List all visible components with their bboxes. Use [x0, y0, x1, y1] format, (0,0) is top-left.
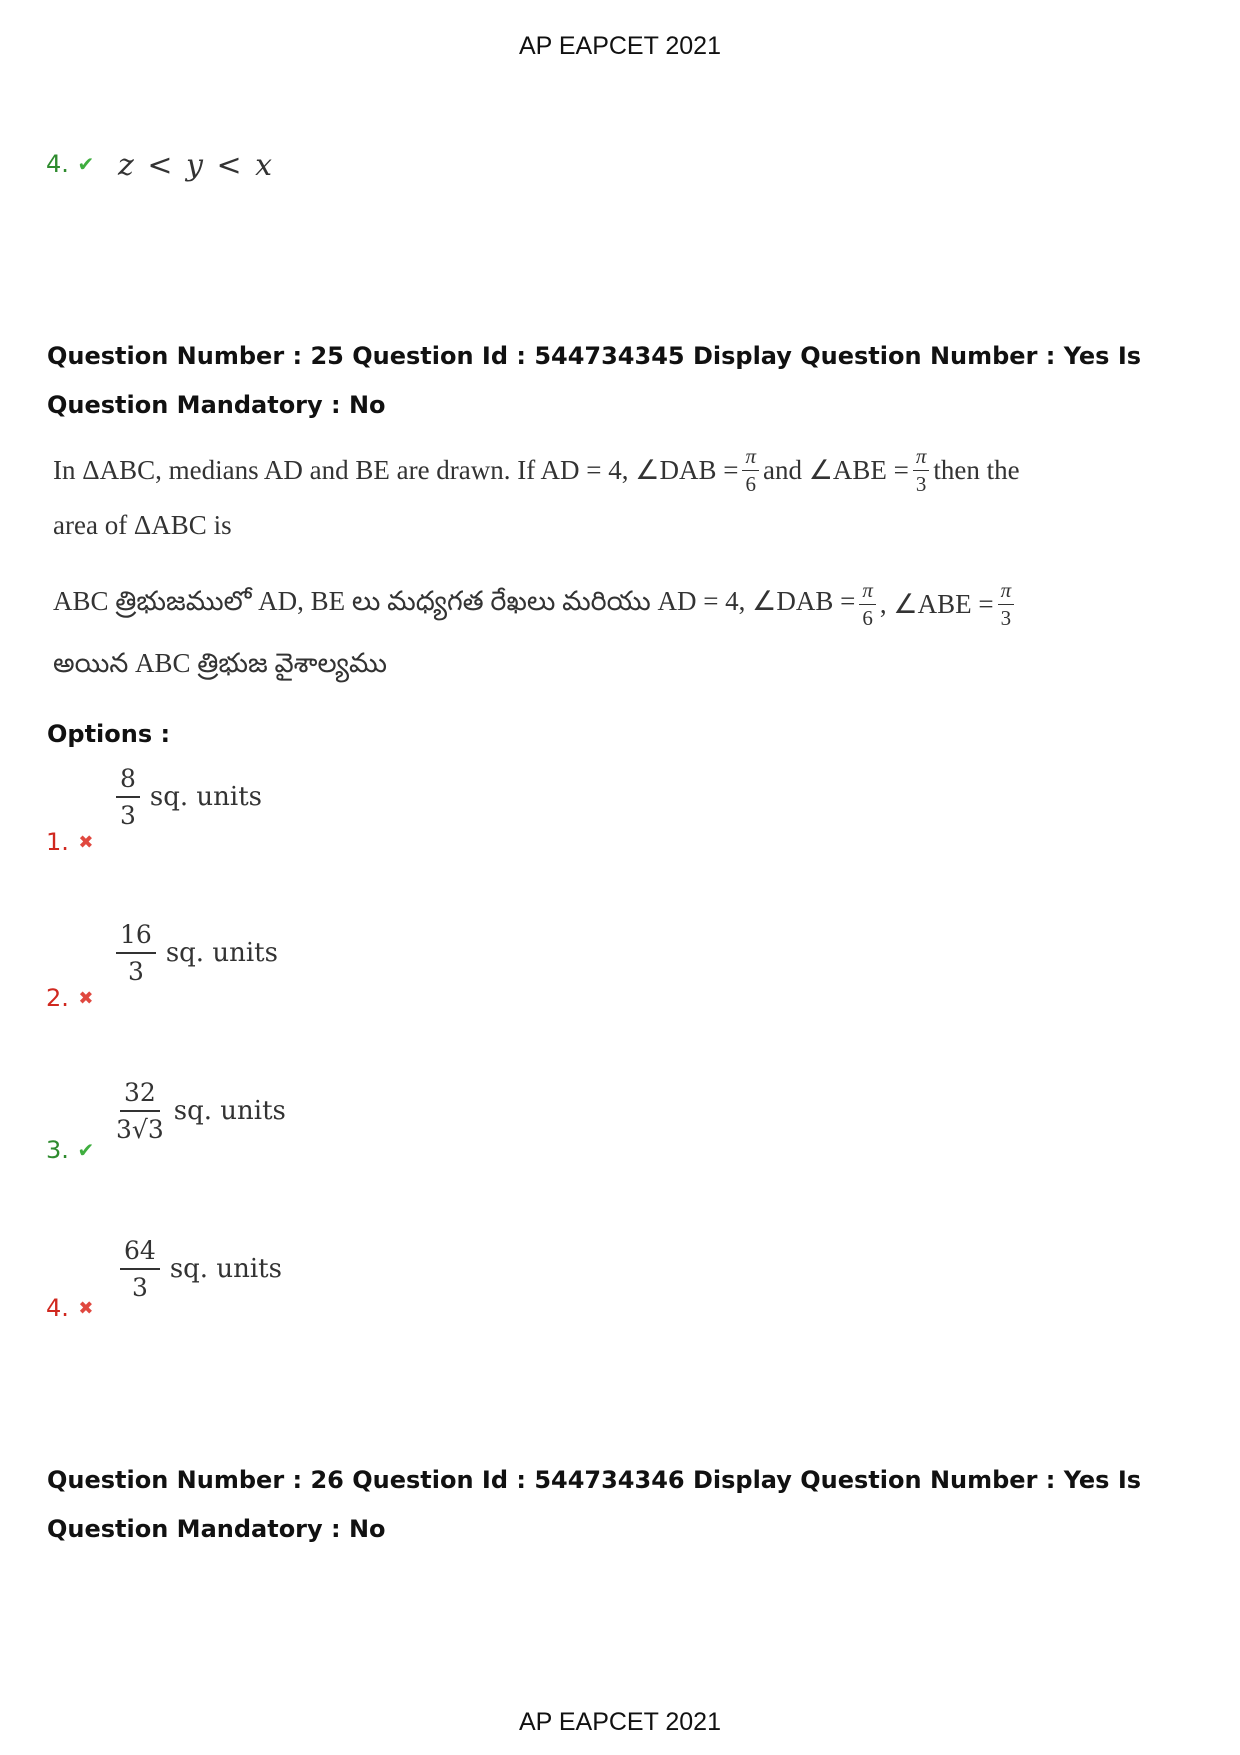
prev-option-4-expression: z < y < x — [118, 148, 275, 183]
answer-unit: sq. units — [165, 938, 278, 968]
answer-fraction — [120, 1238, 160, 1300]
question-25-heading: Question Number : 25 Question Id : 544734345 Display Question Number : Yes Is Question Mandatory : No — [47, 342, 1142, 419]
correct-check-icon: ✔ — [77, 152, 95, 176]
answer-unit: sq. units — [169, 1254, 282, 1284]
option-3-answer — [112, 1080, 286, 1142]
page-footer: AP EAPCET 2021 — [519, 1708, 721, 1736]
wrong-cross-icon: ✖ — [78, 1297, 94, 1319]
wrong-cross-icon: ✖ — [78, 831, 94, 853]
fraction-denominator: 3 — [1000, 606, 1012, 630]
fraction-pi-3 — [998, 580, 1015, 629]
fraction-numerator: 64 — [120, 1238, 160, 1270]
option-number: 2. — [46, 984, 69, 1012]
option-1 — [46, 828, 97, 856]
option-number: 4. — [46, 1294, 69, 1322]
fraction-denominator: 3 — [127, 957, 144, 986]
fraction-denominator: 3 — [915, 472, 927, 496]
fraction-pi-6 — [859, 580, 876, 629]
option-number: 4. — [46, 150, 69, 178]
option-number: 1. — [46, 828, 69, 856]
question-25-text-en-line2: area of ΔABC is — [53, 510, 232, 540]
wrong-cross-icon: ✖ — [78, 987, 94, 1009]
q25-en-part3: then the — [933, 455, 1020, 485]
fraction-numerator: 8 — [116, 766, 140, 798]
page-header: AP EAPCET 2021 — [519, 32, 721, 60]
fraction-numerator: π — [859, 580, 876, 605]
q25-en-part2: and ∠ABE = — [762, 455, 909, 485]
q25-te-part1: ABC త్రిభుజములో AD, BE లు మధ్యగత రేఖలు మరియు AD = 4, ∠DAB = — [53, 585, 856, 616]
option-3 — [46, 1136, 97, 1164]
fraction-denominator: 6 — [862, 606, 873, 630]
fraction-numerator: π — [742, 446, 759, 471]
fraction-denominator: 3√3 — [116, 1115, 164, 1144]
fraction-denominator: 3 — [131, 1273, 148, 1302]
question-25-text-en-line1 — [53, 446, 1020, 495]
answer-unit: sq. units — [173, 1096, 286, 1126]
fraction-numerator: 16 — [116, 922, 156, 954]
correct-check-icon: ✔ — [77, 1138, 95, 1162]
fraction-pi-6 — [742, 446, 759, 495]
option-number: 3. — [46, 1136, 69, 1164]
fraction-numerator: 32 — [120, 1080, 160, 1112]
option-1-answer — [112, 766, 262, 828]
q25-en-part1: In ΔABC, medians AD and BE are drawn. If AD = 4, ∠DAB = — [53, 455, 739, 485]
option-2-answer — [112, 922, 278, 984]
fraction-pi-3 — [913, 446, 930, 495]
option-2 — [46, 984, 97, 1012]
answer-fraction — [116, 922, 156, 984]
option-4 — [46, 1294, 97, 1322]
question-25-text-te-line2: అయిన ABC త్రిభుజ వైశాల్యము — [53, 648, 387, 678]
answer-unit: sq. units — [149, 782, 263, 812]
fraction-numerator: π — [998, 580, 1015, 605]
option-4-answer — [116, 1238, 282, 1300]
q25-te-part2: , ∠ABE = — [879, 589, 994, 619]
fraction-denominator: 3 — [120, 801, 136, 830]
question-25-text-te-line1 — [53, 580, 1018, 629]
fraction-numerator: π — [913, 446, 930, 471]
answer-fraction — [116, 766, 140, 828]
fraction-denominator: 6 — [745, 472, 756, 496]
answer-fraction — [116, 1080, 164, 1142]
options-label: Options : — [47, 720, 171, 748]
question-26-heading: Question Number : 26 Question Id : 544734346 Display Question Number : Yes Is Question Mandatory : No — [47, 1466, 1142, 1543]
prev-option-4 — [46, 150, 97, 178]
